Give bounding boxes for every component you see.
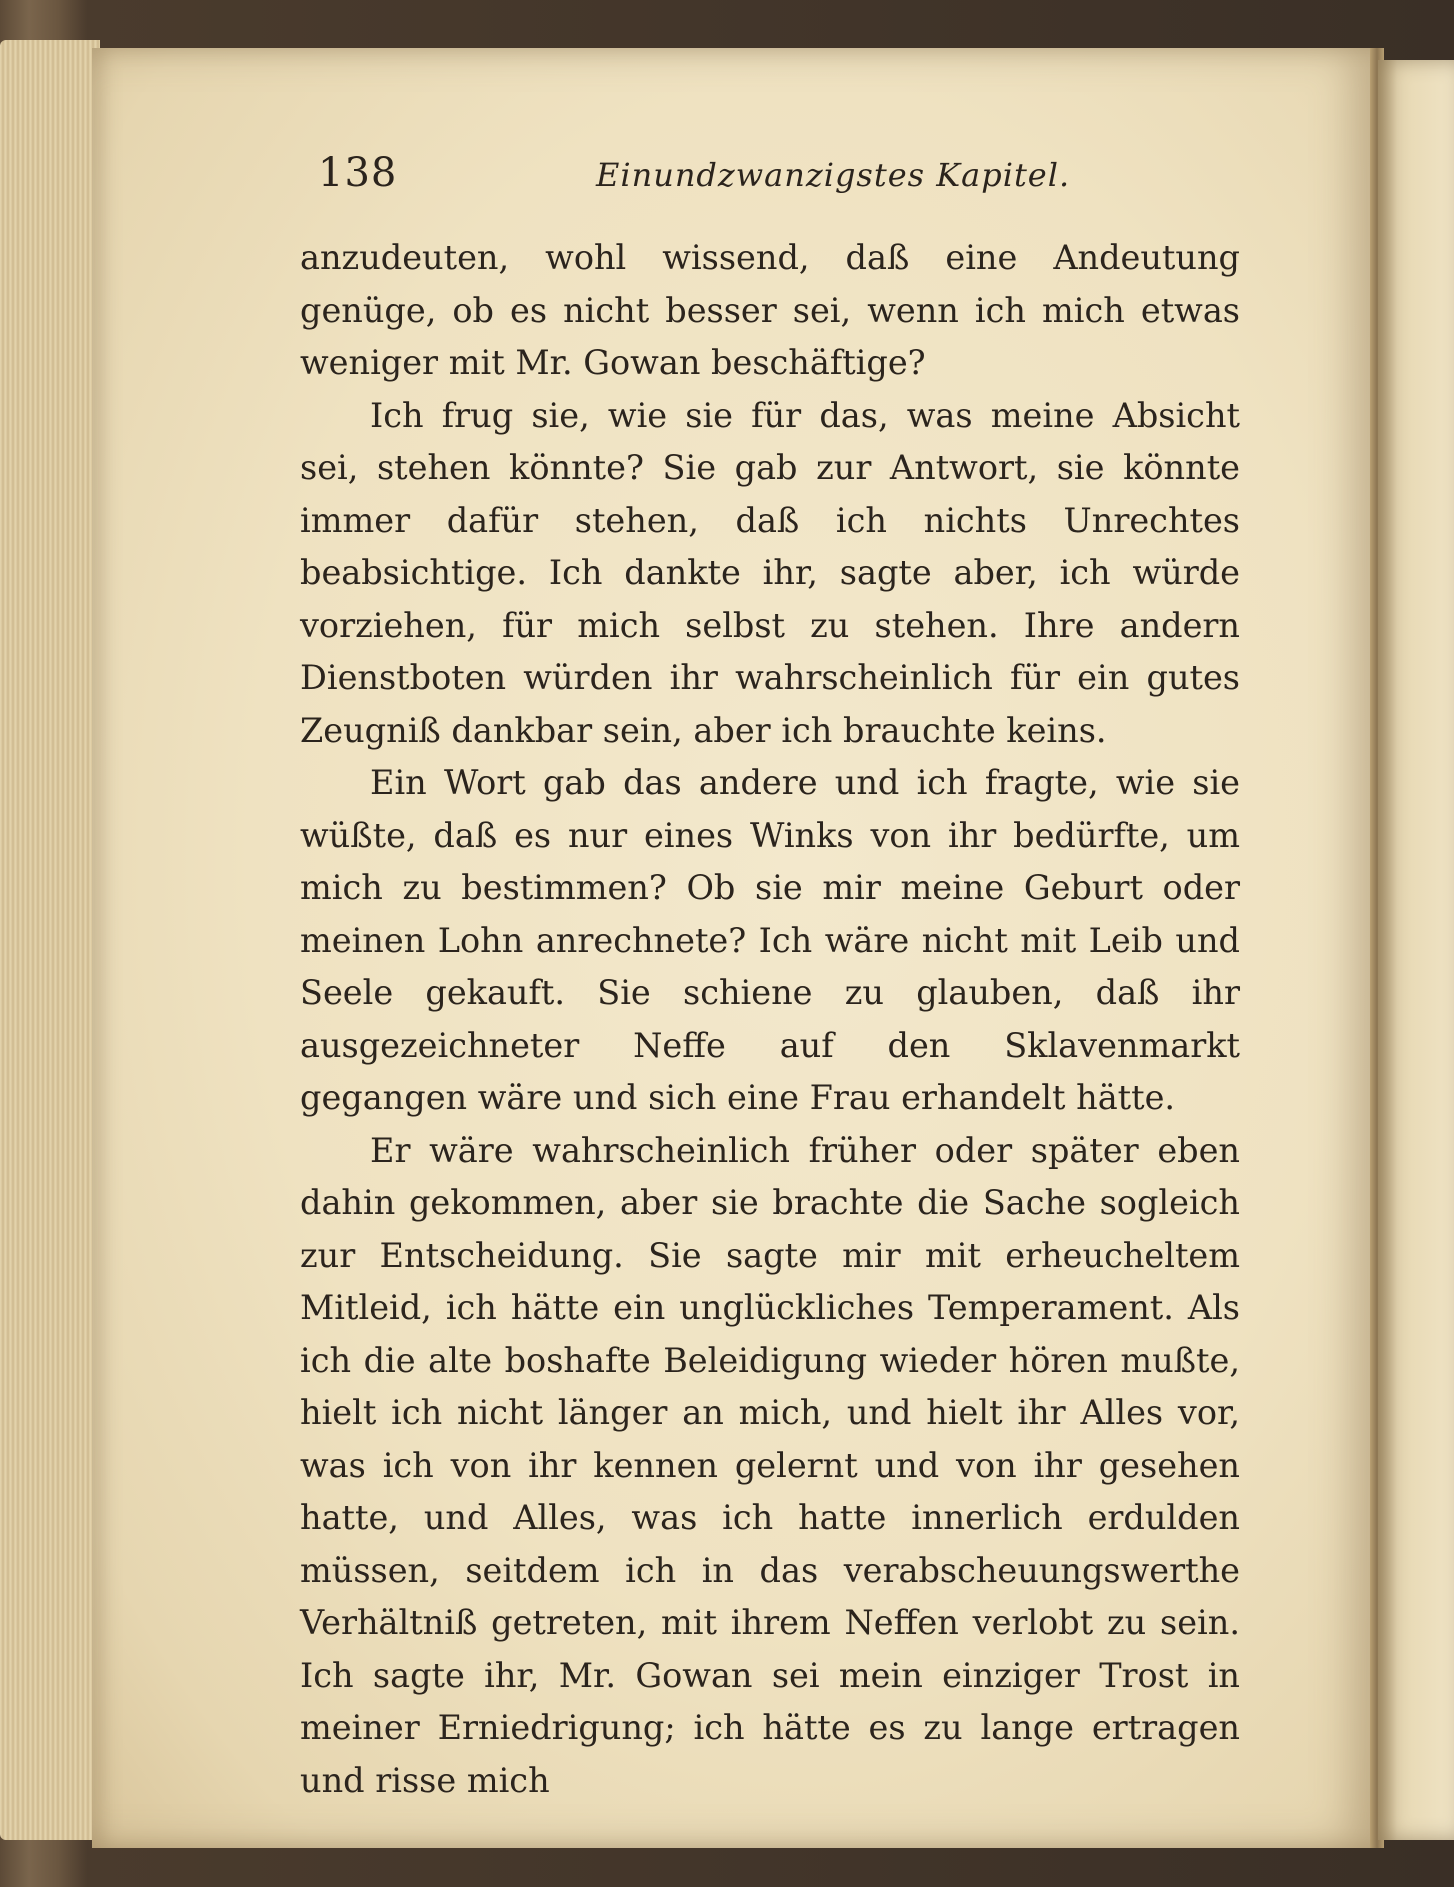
paragraph: Er wäre wahrscheinlich früher oder später eben dahin gekommen, aber sie brachte die Sache sogleich zur Entscheidung. Sie sagte mir mit erheucheltem Mitleid, ich hätte ein unglückliches Temperament. Als ich die alte boshafte Beleidigung wieder hören mußte, hielt ich nicht länger an mich, und hielt ihr Alles vor, was ich von ihr kennen gelernt und von ihr gesehen hatte, und Alles, was ich hatte innerlich erdulden müssen, seitdem ich in das verabscheuungswerthe Verhältniß getreten, mit ihrem Neffen verlobt zu sein. Ich sagte ihr, Mr. Gowan sei mein einziger Trost in meiner Erniedrigung; ich hätte es zu lange ertragen und risse mich (300, 1130, 1240, 1800)
paragraph: Ich frug sie, wie sie für das, was meine Absicht sei, stehen könnte? Sie gab zur Antwort, sie könnte immer dafür stehen, daß ich nichts Unrechtes beabsichtige. Ich dankte ihr, sagte aber, ich würde vorziehen, für mich selbst zu stehen. Ihre andern Dienstboten würden ihr wahrscheinlich für ein gutes Zeugniß dankbar sein, aber ich brauchte keins. (300, 395, 1240, 750)
paragraph: anzudeuten, wohl wissend, daß eine Andeutung genüge, ob es nicht besser sei, wenn ich mich etwas weniger mit Mr. Gowan beschäftige? (300, 238, 1240, 382)
paragraph: Ein Wort gab das andere und ich fragte, wie sie wüßte, daß es nur eines Winks von ihr bedürfte, um mich zu bestimmen? Ob sie mir meine Geburt oder meinen Lohn anrechnete? Ich wäre nicht mit Leib und Seele gekauft. Sie schiene zu glauben, daß ihr ausgezeichneter Neffe auf den Sklavenmarkt gegangen wäre und sich eine Frau erhandelt hätte. (300, 763, 1240, 1117)
facing-page (1378, 60, 1454, 1840)
page-edges (0, 40, 100, 1840)
running-title: Einundzwanzigstes Kapitel. (596, 156, 1071, 194)
page-number: 138 (318, 150, 398, 196)
body-text (300, 232, 1240, 1807)
page-header (318, 150, 1278, 210)
